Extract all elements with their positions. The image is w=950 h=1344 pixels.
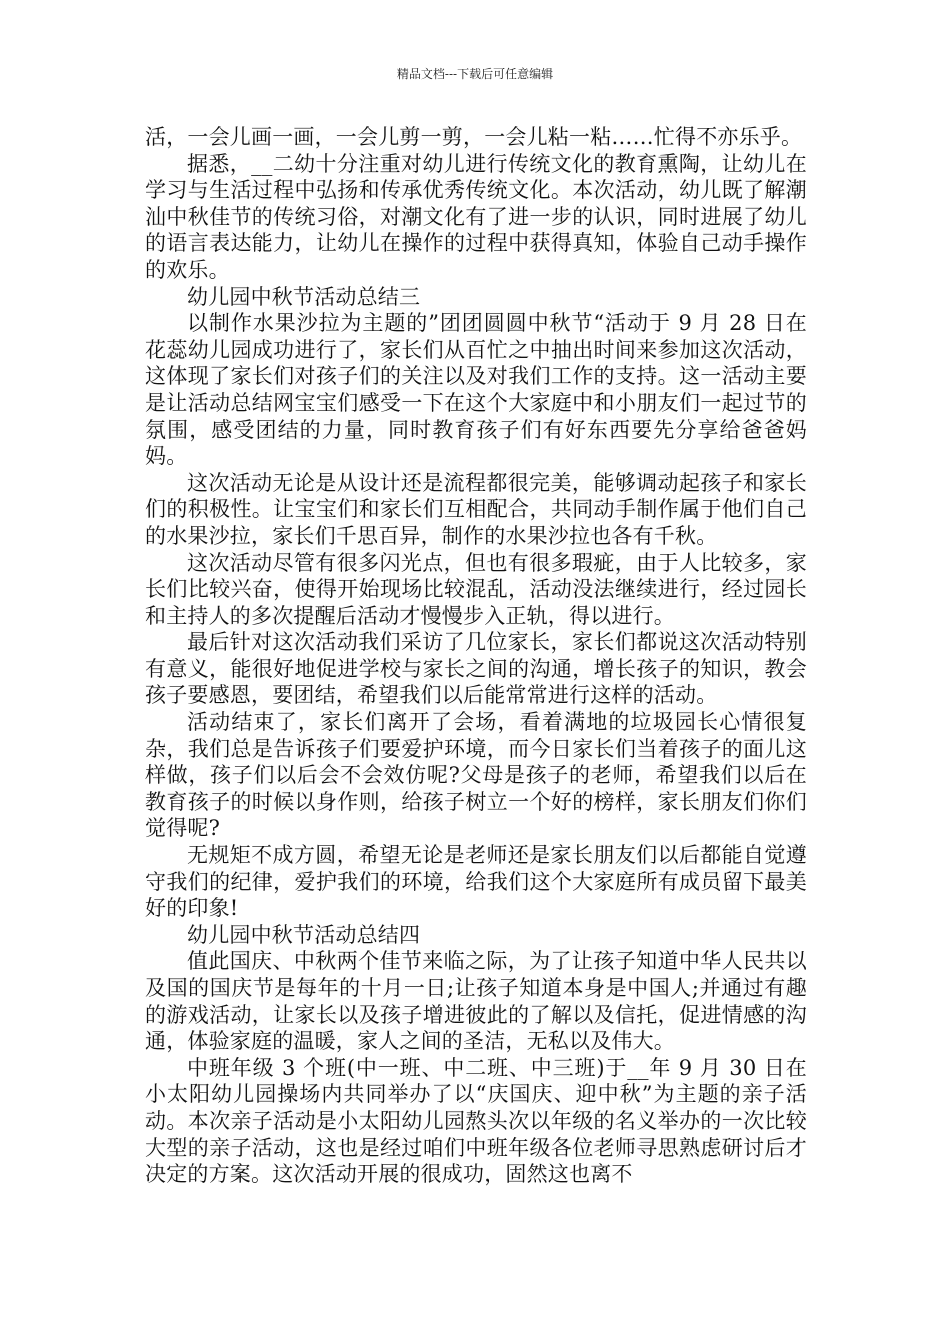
paragraph: 值此国庆、中秋两个佳节来临之际，为了让孩子知道中华人民共以及国的国庆节是每年的十月一日;让孩子知道本身是中国人;并通过有趣的游戏活动，让家长以及孩子增进彼此的了解以及信托，促进情感的沟通，体验家庭的温暖，家人之间的圣洁，无私以及伟大。 bbox=[145, 949, 807, 1054]
paragraph: 这次活动无论是从设计还是流程都很完美，能够调动起孩子和家长们的积极性。让宝宝们和家长们互相配合，共同动手制作属于他们自己的水果沙拉，家长们千思百异，制作的水果沙拉也各有千秋。 bbox=[145, 470, 807, 548]
paragraph: 无规矩不成方圆，希望无论是老师还是家长朋友们以后都能自觉遵守我们的纪律，爱护我们的环境，给我们这个大家庭所有成员留下最美好的印象! bbox=[145, 843, 807, 921]
paragraph: 以制作水果沙拉为主题的”团团圆圆中秋节“活动于 9 月 28 日在花蕊幼儿园成功进行了，家长们从百忙之中抽出时间来参加这次活动，这体现了家长们对孩子们的关注以及对我们工作的支持。这一活动主要是让活动总结网宝宝们感受一下在这个大家庭中和小朋友们一起过节的氛围，感受团结的力量，同时教育孩子们有好东西要先分享给爸爸妈妈。 bbox=[145, 311, 807, 469]
document-body bbox=[145, 124, 807, 1188]
paragraph: 这次活动尽管有很多闪光点，但也有很多瑕疵，由于人比较多，家长们比较兴奋，使得开始现场比较混乱，活动没法继续进行，经过园长和主持人的多次提醒后活动才慢慢步入正轨，得以进行。 bbox=[145, 550, 807, 628]
paragraph: 活动结束了，家长们离开了会场，看着满地的垃圾园长心情很复杂，我们总是告诉孩子们要爱护环境，而今日家长们当着孩子的面儿这样做，孩子们以后会不会效仿呢?父母是孩子的老师，希望我们以后在教育孩子的时候以身作则，给孩子树立一个好的榜样，家长朋友们你们觉得呢? bbox=[145, 710, 807, 841]
page-header: 精品文档---下载后可任意编辑 bbox=[396, 67, 554, 81]
paragraph: 据悉，__二幼十分注重对幼儿进行传统文化的教育熏陶，让幼儿在学习与生活过程中弘扬和传承优秀传统文化。本次活动，幼儿既了解潮汕中秋佳节的传统习俗，对潮文化有了进一步的认识，同时进展了幼儿的语言表达能力，让幼儿在操作的过程中获得真知，体验自己动手操作的欢乐。 bbox=[145, 151, 807, 282]
paragraph-continued: 活，一会儿画一画，一会儿剪一剪，一会儿粘一粘……忙得不亦乐乎。 bbox=[145, 125, 803, 149]
section-heading: 幼儿园中秋节活动总结三 bbox=[187, 284, 421, 309]
paragraph: 中班年级 3 个班(中一班、中二班、中三班)于__年 9 月 30 日在小太阳幼儿园操场内共同举办了以“庆国庆、迎中秋”为主题的亲子活动。本次亲子活动是小太阳幼儿园熬头次以年级的名义举办的一次比较大型的亲子活动，这也是经过咱们中班年级各位老师寻思熟虑研讨后才决定的方案。这次活动开展的很成功，固然这也离不 bbox=[145, 1055, 807, 1187]
paragraph: 最后针对这次活动我们采访了几位家长，家长们都说这次活动特别有意义，能很好地促进学校与家长之间的沟通，增长孩子的知识，教会孩子要感恩，要团结，希望我们以后能常常进行这样的活动。 bbox=[145, 630, 807, 708]
section-heading: 幼儿园中秋节活动总结四 bbox=[187, 922, 421, 947]
